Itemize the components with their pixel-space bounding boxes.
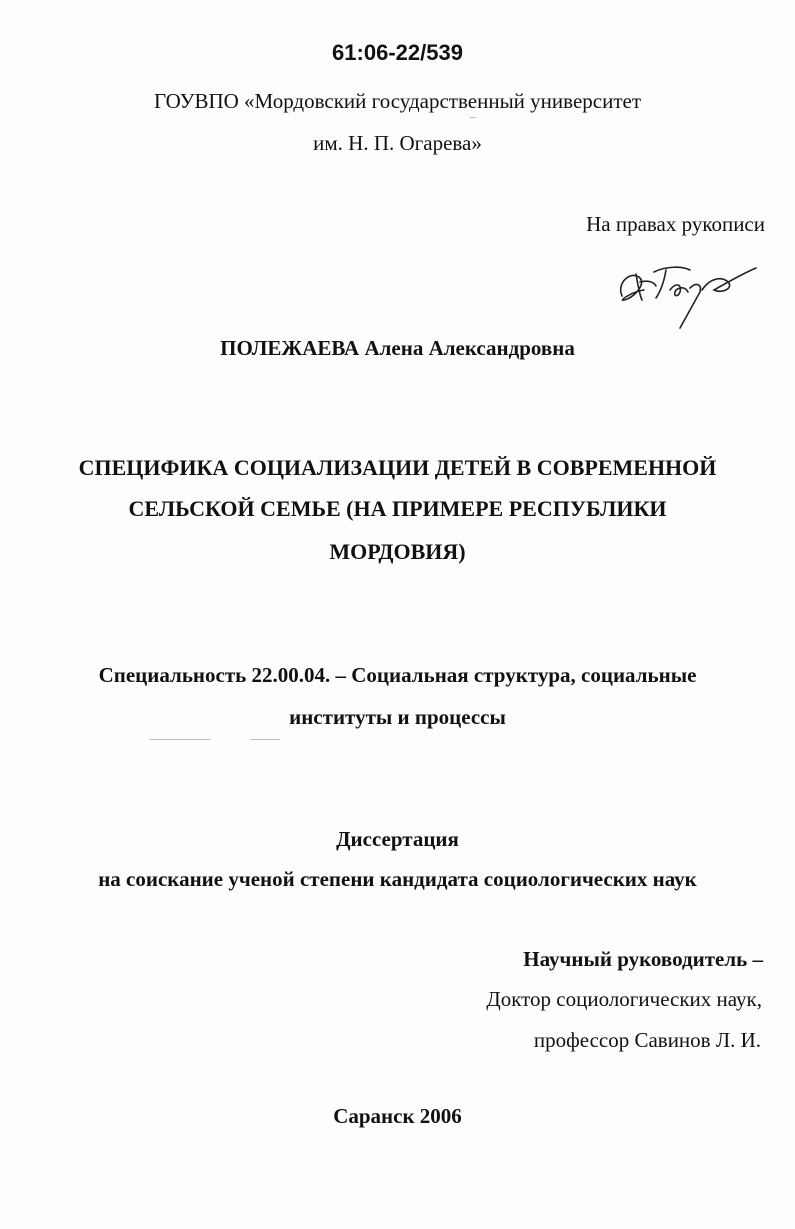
scan-speck <box>150 739 210 740</box>
scan-speck <box>250 739 280 740</box>
scan-speck <box>470 117 476 118</box>
institution-line-2: им. Н. П. Огарева» <box>313 131 482 155</box>
city-year: Саранск 2006 <box>333 1104 462 1128</box>
degree-line: на соискание ученой степени кандидата социологических наук <box>98 867 697 891</box>
supervisor-name: профессор Савинов Л. И. <box>533 1028 761 1052</box>
specialty-line-2: институты и процессы <box>289 705 506 729</box>
institution-line-1: ГОУВПО «Мордовский государственный университет <box>153 89 641 113</box>
title-line-1: СПЕЦИФИКА СОЦИАЛИЗАЦИИ ДЕТЕЙ В СОВРЕМЕННОЙ <box>78 455 717 480</box>
title-line-2: СЕЛЬСКОЙ СЕМЬЕ (НА ПРИМЕРЕ РЕСПУБЛИКИ <box>128 496 667 521</box>
archive-code: 61:06-22/539 <box>332 40 463 65</box>
dissertation-label: Диссертация <box>336 827 459 851</box>
supervisor-degree: Доктор социологических наук, <box>486 987 762 1011</box>
supervisor-label: Научный руководитель – <box>523 947 763 971</box>
manuscript-note: На правах рукописи <box>586 212 765 236</box>
author-name: ПОЛЕЖАЕВА Алена Александровна <box>220 336 575 360</box>
handwritten-signature-icon <box>610 252 760 332</box>
specialty-line-1: Специальность 22.00.04. – Социальная структура, социальные <box>98 663 697 687</box>
title-line-3: МОРДОВИЯ) <box>329 539 466 564</box>
